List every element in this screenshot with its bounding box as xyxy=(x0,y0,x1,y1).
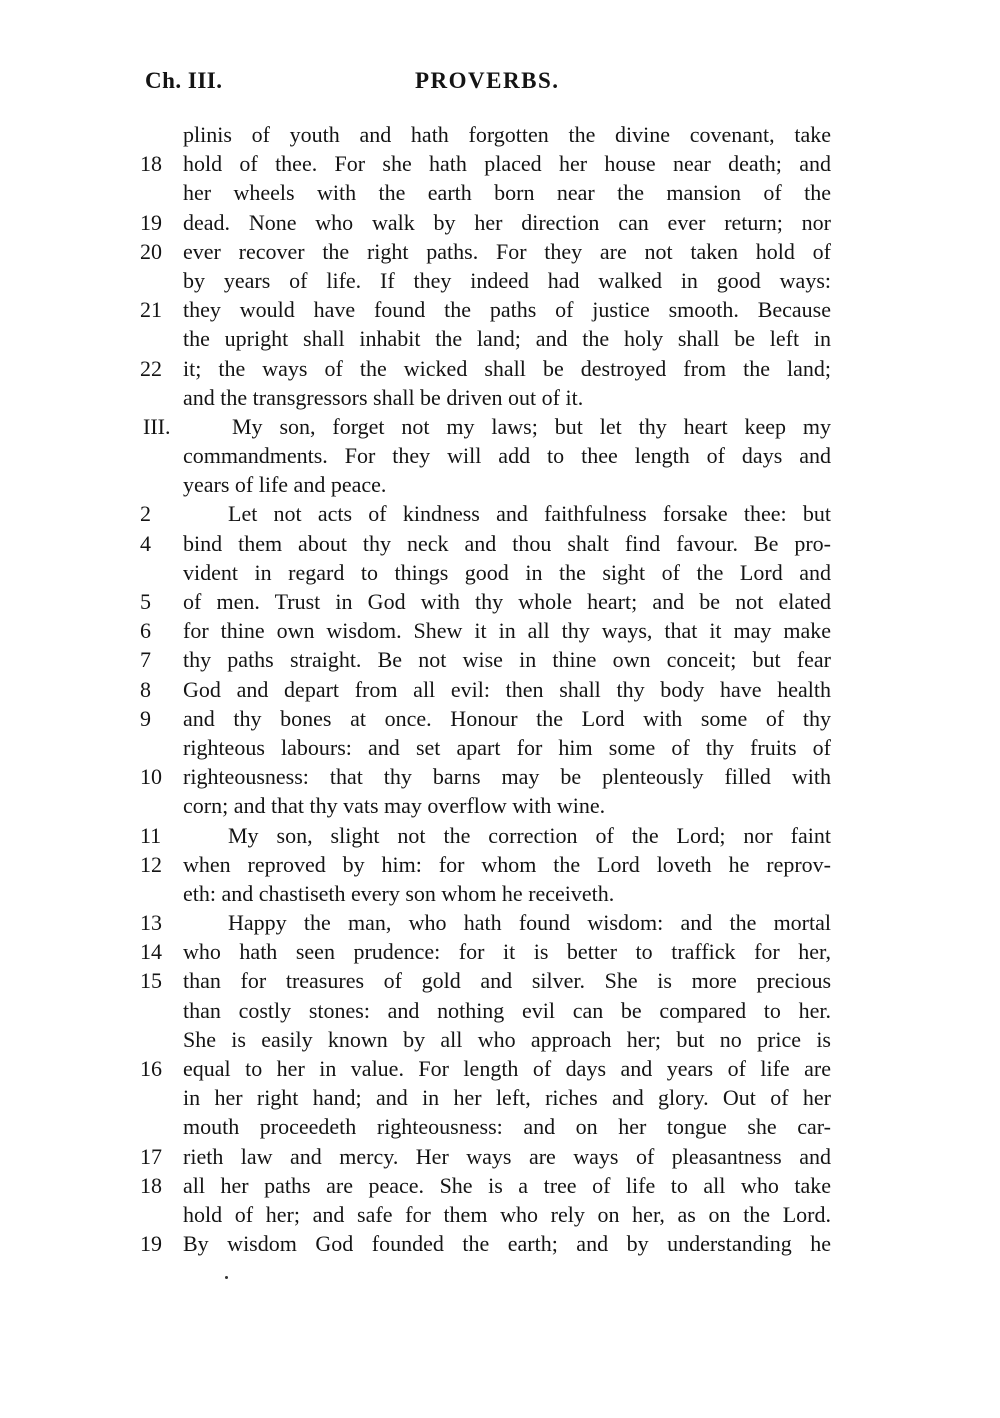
line-text: rieth law and mercy. Her ways are ways of pleasantness and xyxy=(183,1143,831,1169)
line-text: equal to her in value. For length of days and years of life are xyxy=(183,1056,831,1081)
line-text: plinis of youth and hath forgotten the divine covenant, take xyxy=(183,122,831,147)
line-text: My son, slight not the correction of the Lord; nor faint xyxy=(228,822,831,848)
line-text: her wheels with the earth born near the mansion of the xyxy=(183,180,831,206)
text-line xyxy=(0,1054,1000,1083)
book-title: PROVERBS. xyxy=(415,68,560,93)
text-line xyxy=(0,295,1000,324)
verse-number: 15 xyxy=(140,968,162,994)
line-text: all her paths are peace. She is a tree of life to all who take xyxy=(183,1172,831,1198)
line-text: She is easily known by all who approach her; but no price is xyxy=(183,1026,831,1052)
line-text: My son, forget not my laws; but let thy heart keep my xyxy=(232,413,831,439)
verse-number: 11 xyxy=(140,822,162,848)
text-line xyxy=(0,1083,1000,1112)
line-text: hold of her; and safe for them who rely on her, as on the Lord. xyxy=(183,1201,831,1227)
verse-number: 19 xyxy=(140,1231,162,1257)
text-line xyxy=(0,208,1000,237)
verse-number: 17 xyxy=(140,1143,162,1169)
verse-number: 21 xyxy=(140,297,162,323)
line-text: God and depart from all evil: then shall thy body have health xyxy=(183,676,831,702)
text-line xyxy=(0,821,1000,850)
line-text: Let not acts of kindness and faithfulness forsake thee: but xyxy=(228,501,831,527)
line-text: eth: and chastiseth every son whom he receiveth. xyxy=(183,880,615,906)
text-line xyxy=(0,1025,1000,1054)
verse-number: 18 xyxy=(140,151,162,177)
text-line xyxy=(0,587,1000,616)
line-text: than costly stones: and nothing evil can be compared to her. xyxy=(183,997,831,1023)
text-line xyxy=(0,266,1000,295)
verse-number: 4 xyxy=(140,530,151,556)
line-text: by years of life. If they indeed had walked in good ways: xyxy=(183,267,831,293)
text-line xyxy=(0,1142,1000,1171)
line-text: and the transgressors shall be driven out of it. xyxy=(183,384,584,410)
line-text: By wisdom God founded the earth; and by understanding he xyxy=(183,1231,831,1257)
text-line xyxy=(0,470,1000,499)
text-line xyxy=(0,704,1000,733)
text-line xyxy=(0,1200,1000,1229)
verse-number: 8 xyxy=(140,676,151,702)
line-text: than for treasures of gold and silver. She is more precious xyxy=(183,968,831,994)
verse-number: 14 xyxy=(140,939,162,965)
text-line xyxy=(0,558,1000,587)
line-text: Happy the man, who hath found wisdom: and the mortal xyxy=(228,910,831,936)
line-text: mouth proceedeth righteousness: and on her tongue she car- xyxy=(183,1114,831,1140)
text-line xyxy=(0,879,1000,908)
line-text: when reproved by him: for whom the Lord loveth he reprov- xyxy=(183,851,831,877)
line-text: hold of thee. For she hath placed her house near death; and xyxy=(183,151,831,177)
text-line xyxy=(0,178,1000,207)
text-line xyxy=(0,762,1000,791)
verse-number: 9 xyxy=(140,705,151,731)
verse-number: 12 xyxy=(140,851,162,877)
line-text: for thine own wisdom. Shew it in all thy ways, that it may make xyxy=(183,618,831,644)
text-line xyxy=(0,354,1000,383)
text-line xyxy=(0,937,1000,966)
verse-number: 18 xyxy=(140,1172,162,1198)
text-line xyxy=(0,616,1000,645)
line-text: thy paths straight. Be not wise in thine own conceit; but fear xyxy=(183,647,831,673)
text-line xyxy=(0,237,1000,266)
line-text: who hath seen prudence: for it is better to traffick for her, xyxy=(183,939,831,965)
verse-number: 7 xyxy=(140,647,151,673)
text-body xyxy=(0,120,1000,1258)
text-line xyxy=(0,966,1000,995)
text-line xyxy=(0,908,1000,937)
line-text: dead. None who walk by her direction can ever return; nor xyxy=(183,209,831,235)
line-text: righteousness: that thy barns may be plenteously filled with xyxy=(183,764,831,790)
line-text: and thy bones at once. Honour the Lord with some of thy xyxy=(183,705,831,731)
line-text: of men. Trust in God with thy whole heart; and be not elated xyxy=(183,589,831,614)
line-text: years of life and peace. xyxy=(183,472,387,498)
text-line xyxy=(0,120,1000,149)
line-text: it; the ways of the wicked shall be destroyed from the land; xyxy=(183,355,831,381)
verse-number: 13 xyxy=(140,910,162,936)
verse-number: 5 xyxy=(140,589,151,614)
text-line xyxy=(0,675,1000,704)
line-text: corn; and that thy vats may overflow with wine. xyxy=(183,793,606,819)
verse-number: 10 xyxy=(140,764,162,790)
text-line xyxy=(0,996,1000,1025)
verse-number: 16 xyxy=(140,1056,162,1081)
text-line xyxy=(0,791,1000,820)
line-text: vident in regard to things good in the sight of the Lord and xyxy=(183,559,831,585)
text-line xyxy=(0,499,1000,528)
verse-number: III. xyxy=(143,413,171,439)
line-text: commandments. For they will add to thee length of days and xyxy=(183,443,831,469)
text-line xyxy=(0,324,1000,353)
chapter-label: Ch. III. xyxy=(145,68,223,93)
text-line xyxy=(0,149,1000,178)
text-line xyxy=(0,441,1000,470)
text-line xyxy=(0,529,1000,558)
running-header xyxy=(145,68,835,98)
verse-number: 22 xyxy=(140,355,162,381)
line-text: righteous labours: and set apart for him some of thy fruits of xyxy=(183,734,831,760)
text-line xyxy=(0,1112,1000,1141)
text-line xyxy=(0,1229,1000,1258)
text-line xyxy=(0,733,1000,762)
verse-number: 20 xyxy=(140,238,162,264)
verse-number: 6 xyxy=(140,618,151,644)
text-line xyxy=(0,850,1000,879)
verse-number: 19 xyxy=(140,209,162,235)
line-text: bind them about thy neck and thou shalt find favour. Be pro- xyxy=(183,530,831,556)
line-text: ever recover the right paths. For they are not taken hold of xyxy=(183,238,831,264)
text-line xyxy=(0,645,1000,674)
text-line xyxy=(0,412,1000,441)
text-line xyxy=(0,383,1000,412)
line-text: the upright shall inhabit the land; and the holy shall be left in xyxy=(183,326,831,352)
line-text: they would have found the paths of justice smooth. Because xyxy=(183,297,831,323)
verse-number: 2 xyxy=(140,501,151,527)
line-text: in her right hand; and in her left, riches and glory. Out of her xyxy=(183,1085,831,1111)
print-speck xyxy=(225,1276,228,1279)
text-line xyxy=(0,1171,1000,1200)
